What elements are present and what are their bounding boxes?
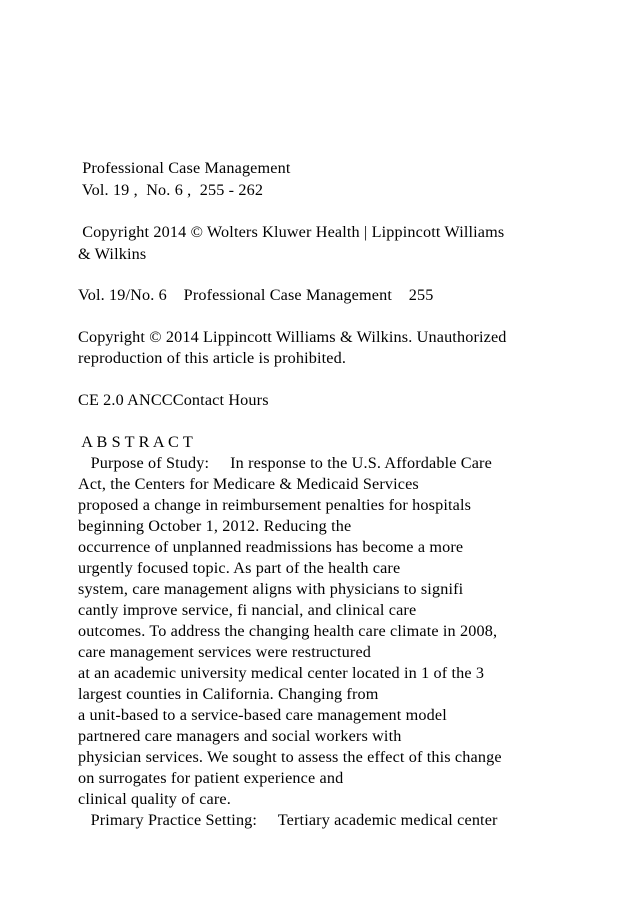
- abstract-line: physician services. We sought to assess the effect of this change: [78, 748, 502, 766]
- abstract-line: clinical quality of care.: [78, 790, 231, 808]
- abstract-line: cantly improve service, fi nancial, and clinical care: [78, 601, 417, 619]
- abstract-line: outcomes. To address the changing health care climate in 2008,: [78, 622, 498, 640]
- volume-info: Vol. 19 , No. 6 , 255 - 262: [78, 181, 264, 199]
- abstract-line: Act, the Centers for Medicare & Medicaid Services: [78, 475, 419, 493]
- notice-line-1: Copyright © 2014 Lippincott Williams & Wilkins. Unauthorized: [78, 328, 507, 346]
- abstract-line: partnered care managers and social workers with: [78, 727, 402, 745]
- abstract-line: system, care management aligns with physicians to signifi: [78, 580, 464, 598]
- running-head: Vol. 19/No. 6 Professional Case Management 255: [78, 286, 434, 304]
- abstract-line: on surrogates for patient experience and: [78, 769, 344, 787]
- abstract-heading: A B S T R A C T: [78, 433, 193, 451]
- abstract-line: care management services were restructured: [78, 643, 372, 661]
- ce-hours-line: CE 2.0 ANCCContact Hours: [78, 391, 269, 409]
- journal-title: Professional Case Management: [78, 159, 291, 177]
- copyright-line-2: & Wilkins: [78, 245, 147, 263]
- abstract-line: Purpose of Study: In response to the U.S. Affordable Care: [78, 454, 492, 472]
- abstract-line: beginning October 1, 2012. Reducing the: [78, 517, 352, 535]
- copyright-line-1: Copyright 2014 © Wolters Kluwer Health | Lippincott Williams: [78, 223, 505, 241]
- abstract-line: a unit-based to a service-based care management model: [78, 706, 447, 724]
- abstract-line: largest counties in California. Changing from: [78, 685, 379, 703]
- abstract-line: proposed a change in reimbursement penalties for hospitals: [78, 496, 472, 514]
- abstract-line: Primary Practice Setting: Tertiary academic medical center: [78, 811, 498, 829]
- abstract-line: urgently focused topic. As part of the health care: [78, 559, 401, 577]
- abstract-line: occurrence of unplanned readmissions has become a more: [78, 538, 464, 556]
- abstract-line: at an academic university medical center located in 1 of the 3: [78, 664, 485, 682]
- notice-line-2: reproduction of this article is prohibited.: [78, 349, 347, 367]
